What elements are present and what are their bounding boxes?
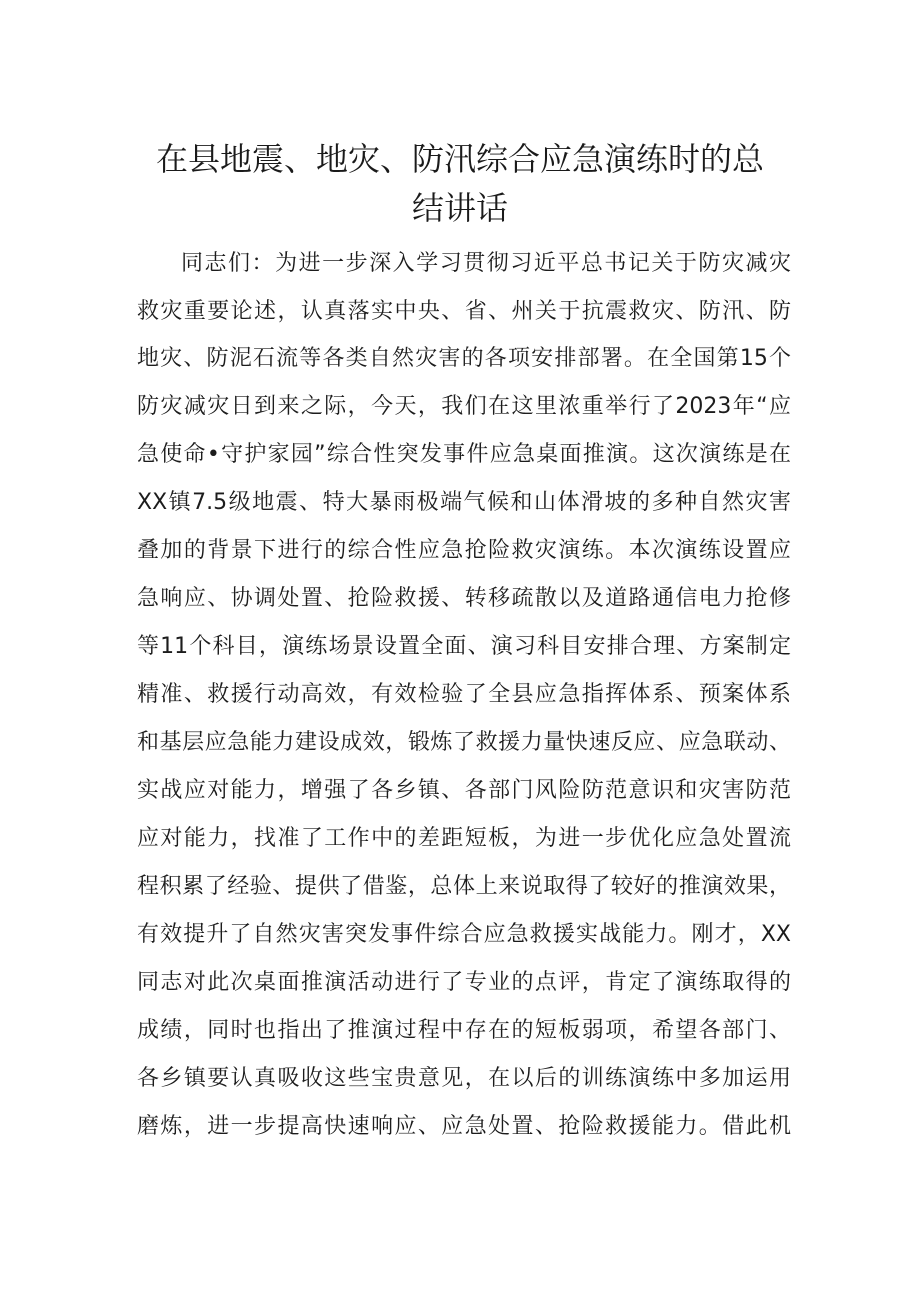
- body-line-5: 急使命•守护家园”综合性突发事件应急桌面推演。这次演练是在: [137, 442, 791, 467]
- body-line-6: XX镇7.5级地震、特大暴雨极端气候和山体滑坡的多种自然灾害: [137, 490, 791, 515]
- body-line-2: 救灾重要论述，认真落实中央、省、州关于抗震救灾、防汛、防: [137, 299, 791, 324]
- document-title-line-2: 结讲话: [411, 189, 508, 227]
- body-line-9: 等11个科目，演练场景设置全面、演习科目安排合理、方案制定: [137, 634, 791, 659]
- body-line-14: 程积累了经验、提供了借鉴，总体上来说取得了较好的推演效果，: [137, 874, 791, 899]
- body-line-13: 应对能力，找准了工作中的差距短板，为进一步优化应急处置流: [137, 826, 791, 851]
- body-line-7: 叠加的背景下进行的综合性应急抢险救灾演练。本次演练设置应: [137, 538, 791, 563]
- body-line-16: 同志对此次桌面推演活动进行了专业的点评，肯定了演练取得的: [137, 970, 791, 995]
- document-title-line-1: 在县地震、地灾、防汛综合应急演练时的总: [155, 140, 764, 178]
- body-line-12: 实战应对能力，增强了各乡镇、各部门风险防范意识和灾害防范: [137, 778, 791, 803]
- body-line-8: 急响应、协调处置、抢险救援、转移疏散以及道路通信电力抢修: [137, 586, 791, 611]
- body-line-18: 各乡镇要认真吸收这些宝贵意见，在以后的训练演练中多加运用: [137, 1066, 791, 1091]
- body-line-3: 地灾、防泥石流等各类自然灾害的各项安排部署。在全国第15个: [137, 346, 791, 371]
- body-line-10: 精准、救援行动高效，有效检验了全县应急指挥体系、预案体系: [137, 682, 791, 707]
- body-line-4: 防灾减灾日到来之际，今天，我们在这里浓重举行了2023年“应: [137, 394, 791, 419]
- body-line-19: 磨炼，进一步提高快速响应、应急处置、抢险救援能力。借此机: [137, 1114, 791, 1139]
- body-line-17: 成绩，同时也指出了推演过程中存在的短板弱项，希望各部门、: [137, 1018, 791, 1043]
- body-line-11: 和基层应急能力建设成效，锻炼了救援力量快速反应、应急联动、: [137, 730, 791, 755]
- body-line-1: 同志们：为进一步深入学习贯彻习近平总书记关于防灾减灾: [181, 251, 791, 276]
- body-line-15: 有效提升了自然灾害突发事件综合应急救援实战能力。刚才，XX: [137, 922, 791, 947]
